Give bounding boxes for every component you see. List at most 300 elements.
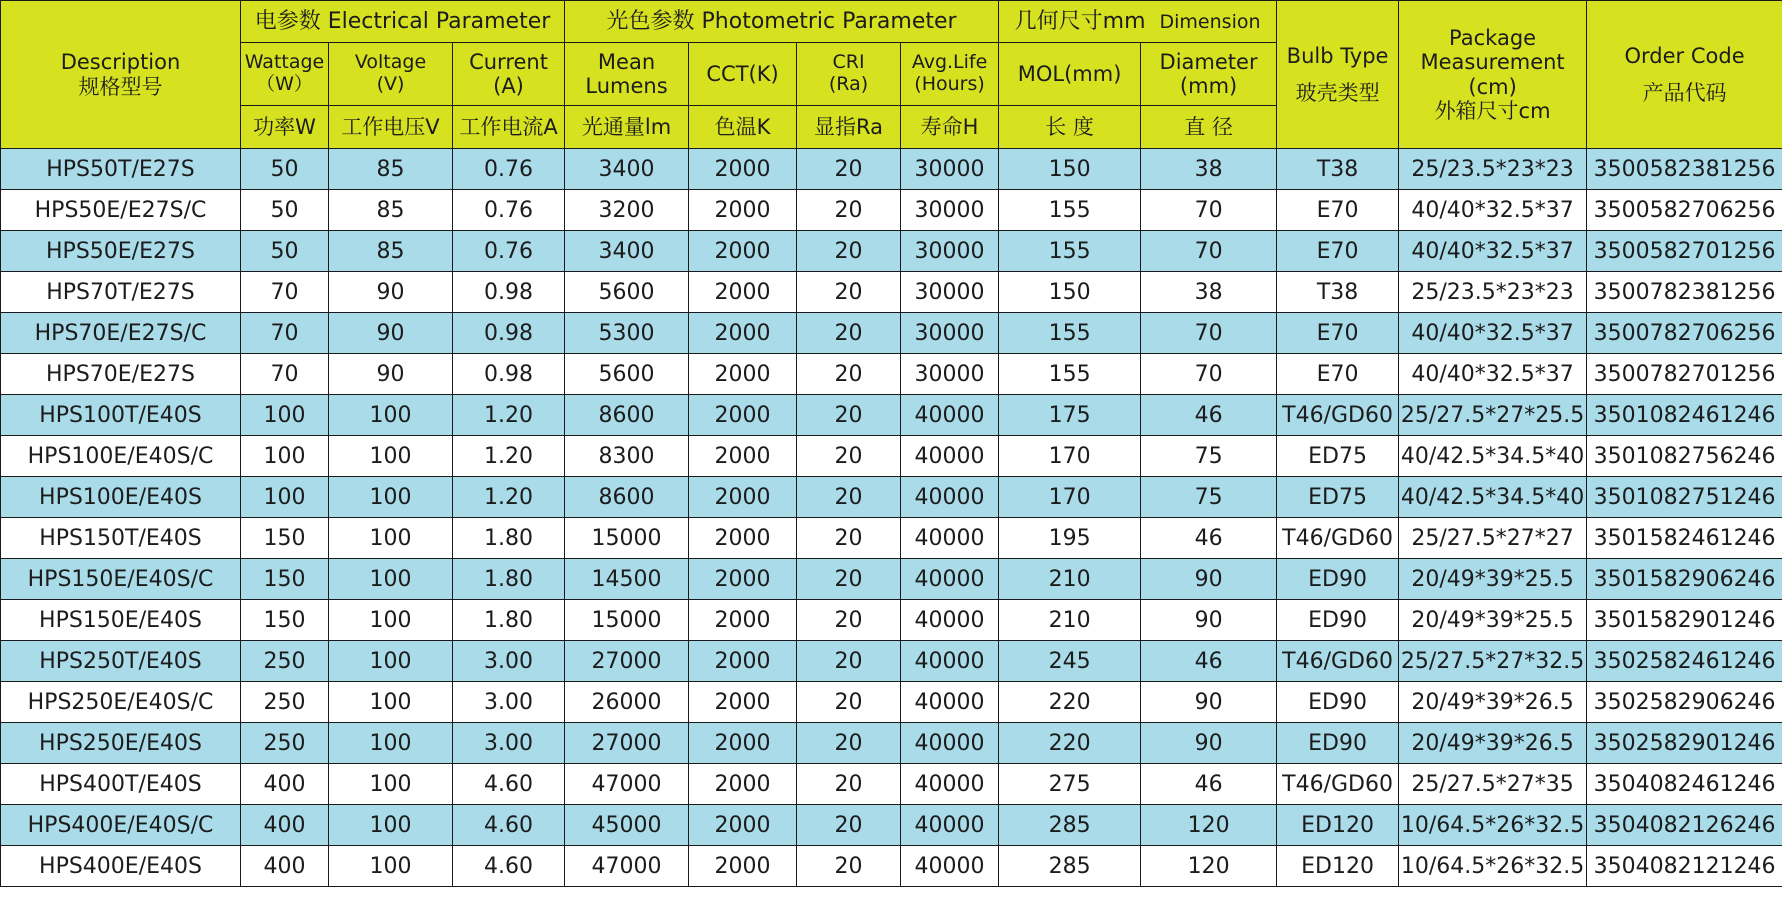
order-code-cell: 3504082121246 — [1587, 846, 1782, 887]
cct-cell: 2000 — [689, 436, 797, 477]
mol-cell: 150 — [999, 272, 1141, 313]
cri-cell: 20 — [797, 600, 901, 641]
description-cell: HPS70E/E27S/C — [1, 313, 241, 354]
package-cell: 40/40*32.5*37 — [1399, 313, 1587, 354]
lumens-cell: 26000 — [565, 682, 689, 723]
cri-cell: 20 — [797, 805, 901, 846]
bulb-type-cell: ED75 — [1277, 436, 1399, 477]
table-row — [1, 149, 1782, 190]
description-cell: HPS150T/E40S — [1, 518, 241, 559]
mol-cell: 285 — [999, 805, 1141, 846]
cri-cell: 20 — [797, 231, 901, 272]
voltage-cell: 90 — [329, 272, 453, 313]
lumens-cell: 47000 — [565, 764, 689, 805]
cct-cell: 2000 — [689, 723, 797, 764]
current-header-unit: (A) — [493, 74, 524, 98]
diameter-cell: 46 — [1141, 764, 1277, 805]
description-cell: HPS150E/E40S — [1, 600, 241, 641]
lumens-header — [565, 43, 689, 106]
voltage-cell: 100 — [329, 559, 453, 600]
cri-cell: 20 — [797, 682, 901, 723]
bulb-type-header — [1277, 1, 1399, 149]
mol-cell: 155 — [999, 190, 1141, 231]
package-cell: 10/64.5*26*32.5 — [1399, 805, 1587, 846]
bulb-type-cell: ED120 — [1277, 805, 1399, 846]
order-code-header — [1587, 1, 1782, 149]
bulb-type-header-en: Bulb Type — [1286, 44, 1389, 69]
lumens-cell: 3400 — [565, 149, 689, 190]
table-row — [1, 272, 1782, 313]
voltage-cell: 85 — [329, 231, 453, 272]
cri-cell: 20 — [797, 518, 901, 559]
package-cell: 40/42.5*34.5*40 — [1399, 477, 1587, 518]
wattage-cell: 100 — [241, 395, 329, 436]
life-cell: 40000 — [901, 477, 999, 518]
current-cn-header: 工作电流A — [453, 106, 565, 149]
description-cell: HPS250T/E40S — [1, 641, 241, 682]
life-cell: 40000 — [901, 682, 999, 723]
voltage-cell: 90 — [329, 313, 453, 354]
wattage-cn-header: 功率W — [241, 106, 329, 149]
mol-header — [999, 43, 1141, 106]
description-cell: HPS400T/E40S — [1, 764, 241, 805]
cri-cell: 20 — [797, 149, 901, 190]
cri-cell: 20 — [797, 641, 901, 682]
package-cell: 20/49*39*25.5 — [1399, 559, 1587, 600]
diameter-cell: 46 — [1141, 518, 1277, 559]
cct-cell: 2000 — [689, 231, 797, 272]
voltage-cell: 100 — [329, 518, 453, 559]
life-cell: 40000 — [901, 600, 999, 641]
description-cell: HPS250E/E40S/C — [1, 682, 241, 723]
life-cell: 40000 — [901, 764, 999, 805]
lumens-cell: 14500 — [565, 559, 689, 600]
current-cell: 3.00 — [453, 723, 565, 764]
description-cell: HPS100E/E40S/C — [1, 436, 241, 477]
cri-cell: 20 — [797, 764, 901, 805]
package-cell: 25/27.5*27*35 — [1399, 764, 1587, 805]
wattage-cell: 250 — [241, 641, 329, 682]
life-header-label: Avg.Life — [911, 51, 988, 74]
voltage-cell: 100 — [329, 764, 453, 805]
diameter-cell: 75 — [1141, 436, 1277, 477]
diameter-cell: 38 — [1141, 149, 1277, 190]
lumens-cn-header: 光通量lm — [565, 106, 689, 149]
diameter-header — [1141, 43, 1277, 106]
life-cell: 40000 — [901, 641, 999, 682]
current-cell: 4.60 — [453, 846, 565, 887]
bulb-type-cell: E70 — [1277, 313, 1399, 354]
mol-cell: 245 — [999, 641, 1141, 682]
cct-cell: 2000 — [689, 395, 797, 436]
current-cell: 0.76 — [453, 231, 565, 272]
bulb-type-cell: T38 — [1277, 272, 1399, 313]
cri-cn-header: 显指Ra — [797, 106, 901, 149]
voltage-cell: 100 — [329, 641, 453, 682]
order-code-cell: 3500782381256 — [1587, 272, 1782, 313]
lumens-header-line2: Lumens — [585, 74, 668, 98]
order-code-cell: 3500582701256 — [1587, 231, 1782, 272]
package-cell: 25/23.5*23*23 — [1399, 272, 1587, 313]
cri-cell: 20 — [797, 477, 901, 518]
lumens-cell: 5300 — [565, 313, 689, 354]
order-code-cell: 3501582906246 — [1587, 559, 1782, 600]
bulb-type-cell: ED120 — [1277, 846, 1399, 887]
package-cell: 40/40*32.5*37 — [1399, 190, 1587, 231]
cct-cell: 2000 — [689, 559, 797, 600]
bulb-type-cell: T38 — [1277, 149, 1399, 190]
diameter-cell: 46 — [1141, 641, 1277, 682]
table-row — [1, 846, 1782, 887]
current-cell: 4.60 — [453, 764, 565, 805]
wattage-cell: 400 — [241, 846, 329, 887]
mol-cell: 220 — [999, 723, 1141, 764]
mol-cell: 170 — [999, 436, 1141, 477]
mol-cell: 155 — [999, 354, 1141, 395]
order-code-header-cn: 产品代码 — [1642, 80, 1727, 105]
lumens-cell: 5600 — [565, 354, 689, 395]
cri-header — [797, 43, 901, 106]
order-code-cell: 3500782706256 — [1587, 313, 1782, 354]
package-cell: 25/27.5*27*32.5 — [1399, 641, 1587, 682]
diameter-cell: 90 — [1141, 682, 1277, 723]
life-cell: 40000 — [901, 436, 999, 477]
cri-cell: 20 — [797, 272, 901, 313]
current-cell: 0.98 — [453, 272, 565, 313]
cri-cell: 20 — [797, 559, 901, 600]
voltage-cell: 85 — [329, 190, 453, 231]
current-cell: 4.60 — [453, 805, 565, 846]
electrical-group-header: 电参数 Electrical Parameter — [241, 1, 565, 43]
lumens-cell: 27000 — [565, 641, 689, 682]
voltage-cell: 100 — [329, 477, 453, 518]
diameter-cell: 46 — [1141, 395, 1277, 436]
lumens-cell: 3200 — [565, 190, 689, 231]
description-header — [1, 1, 241, 149]
description-cell: HPS50T/E27S — [1, 149, 241, 190]
table-row — [1, 354, 1782, 395]
mol-cell: 155 — [999, 231, 1141, 272]
lumens-cell: 47000 — [565, 846, 689, 887]
voltage-cell: 100 — [329, 805, 453, 846]
bulb-type-cell: T46/GD60 — [1277, 518, 1399, 559]
life-cell: 30000 — [901, 313, 999, 354]
current-cell: 3.00 — [453, 641, 565, 682]
table-row — [1, 682, 1782, 723]
table-row — [1, 190, 1782, 231]
voltage-cell: 85 — [329, 149, 453, 190]
cct-cell: 2000 — [689, 846, 797, 887]
order-code-cell: 3501582461246 — [1587, 518, 1782, 559]
life-cell: 30000 — [901, 149, 999, 190]
description-cell: HPS70T/E27S — [1, 272, 241, 313]
mol-cell: 210 — [999, 600, 1141, 641]
life-cell: 40000 — [901, 559, 999, 600]
cri-cell: 20 — [797, 395, 901, 436]
table-row — [1, 313, 1782, 354]
order-code-cell: 3504082461246 — [1587, 764, 1782, 805]
diameter-cell: 75 — [1141, 477, 1277, 518]
current-cell: 0.76 — [453, 190, 565, 231]
life-cell: 40000 — [901, 395, 999, 436]
voltage-cn-header: 工作电压V — [329, 106, 453, 149]
current-cell: 1.80 — [453, 600, 565, 641]
current-cell: 0.76 — [453, 149, 565, 190]
mol-cell: 195 — [999, 518, 1141, 559]
life-cn-header: 寿命H — [901, 106, 999, 149]
wattage-header-unit: （W） — [256, 73, 313, 95]
diameter-cell: 70 — [1141, 190, 1277, 231]
description-header-en: Description — [60, 50, 181, 75]
dimension-header-en: Dimension — [1159, 10, 1261, 33]
voltage-cell: 100 — [329, 436, 453, 477]
wattage-header-label: Wattage — [244, 51, 325, 74]
description-cell: HPS70E/E27S — [1, 354, 241, 395]
cct-cell: 2000 — [689, 641, 797, 682]
cri-cell: 20 — [797, 313, 901, 354]
wattage-cell: 250 — [241, 723, 329, 764]
mol-cell: 210 — [999, 559, 1141, 600]
life-cell: 30000 — [901, 231, 999, 272]
order-code-cell: 3502582906246 — [1587, 682, 1782, 723]
diameter-cell: 120 — [1141, 846, 1277, 887]
mol-header-label: MOL(mm) — [1017, 61, 1122, 86]
cri-cell: 20 — [797, 846, 901, 887]
order-code-cell: 3500782701256 — [1587, 354, 1782, 395]
life-cell: 40000 — [901, 518, 999, 559]
order-code-cell: 3501082751246 — [1587, 477, 1782, 518]
current-cell: 0.98 — [453, 354, 565, 395]
table-row — [1, 723, 1782, 764]
bulb-type-header-cn: 玻壳类型 — [1295, 80, 1380, 105]
package-cell: 20/49*39*25.5 — [1399, 600, 1587, 641]
mol-cell: 285 — [999, 846, 1141, 887]
wattage-cell: 50 — [241, 149, 329, 190]
description-cell: HPS50E/E27S — [1, 231, 241, 272]
table-row — [1, 436, 1782, 477]
wattage-cell: 150 — [241, 559, 329, 600]
wattage-cell: 400 — [241, 805, 329, 846]
cct-header — [689, 43, 797, 106]
cri-header-unit: (Ra) — [828, 73, 869, 95]
bulb-type-cell: T46/GD60 — [1277, 764, 1399, 805]
cct-cell: 2000 — [689, 764, 797, 805]
wattage-cell: 70 — [241, 272, 329, 313]
package-cell: 10/64.5*26*32.5 — [1399, 846, 1587, 887]
table-row — [1, 395, 1782, 436]
order-code-cell: 3502582461246 — [1587, 641, 1782, 682]
wattage-cell: 150 — [241, 600, 329, 641]
life-cell: 30000 — [901, 272, 999, 313]
lumens-cell: 8300 — [565, 436, 689, 477]
cct-cell: 2000 — [689, 477, 797, 518]
diameter-cn-header: 直 径 — [1141, 106, 1277, 149]
mol-cell: 175 — [999, 395, 1141, 436]
order-code-cell: 3501582901246 — [1587, 600, 1782, 641]
cct-cell: 2000 — [689, 518, 797, 559]
package-cell: 25/27.5*27*27 — [1399, 518, 1587, 559]
life-cell: 30000 — [901, 354, 999, 395]
diameter-cell: 70 — [1141, 231, 1277, 272]
package-cell: 25/27.5*27*25.5 — [1399, 395, 1587, 436]
package-cell: 20/49*39*26.5 — [1399, 682, 1587, 723]
current-cell: 1.20 — [453, 477, 565, 518]
bulb-type-cell: T46/GD60 — [1277, 395, 1399, 436]
lumens-cell: 5600 — [565, 272, 689, 313]
package-header-line3: (cm) — [1468, 74, 1517, 99]
mol-cell: 275 — [999, 764, 1141, 805]
package-cell: 40/42.5*34.5*40 — [1399, 436, 1587, 477]
current-cell: 1.80 — [453, 518, 565, 559]
current-header — [453, 43, 565, 106]
wattage-cell: 100 — [241, 436, 329, 477]
description-cell: HPS100E/E40S — [1, 477, 241, 518]
cct-cell: 2000 — [689, 354, 797, 395]
life-cell: 40000 — [901, 723, 999, 764]
bulb-type-cell: ED75 — [1277, 477, 1399, 518]
mol-cell: 220 — [999, 682, 1141, 723]
voltage-header-label: Voltage — [354, 51, 427, 74]
lumens-cell: 45000 — [565, 805, 689, 846]
package-cell: 40/40*32.5*37 — [1399, 231, 1587, 272]
cct-cell: 2000 — [689, 149, 797, 190]
cct-header-label: CCT(K) — [706, 61, 779, 86]
mol-cell: 170 — [999, 477, 1141, 518]
description-cell: HPS150E/E40S/C — [1, 559, 241, 600]
length-cn-header: 长 度 — [999, 106, 1141, 149]
package-cell: 40/40*32.5*37 — [1399, 354, 1587, 395]
lumens-cell: 8600 — [565, 395, 689, 436]
lumens-cell: 15000 — [565, 518, 689, 559]
diameter-cell: 70 — [1141, 354, 1277, 395]
bulb-type-cell: ED90 — [1277, 682, 1399, 723]
table-row — [1, 641, 1782, 682]
order-code-cell: 3501082756246 — [1587, 436, 1782, 477]
lumens-header-line1: Mean — [597, 49, 656, 74]
wattage-cell: 100 — [241, 477, 329, 518]
cri-cell: 20 — [797, 190, 901, 231]
wattage-cell: 150 — [241, 518, 329, 559]
cct-cell: 2000 — [689, 682, 797, 723]
bulb-type-cell: ED90 — [1277, 559, 1399, 600]
wattage-cell: 50 — [241, 231, 329, 272]
current-header-label: Current — [469, 49, 548, 74]
order-code-cell: 3500582381256 — [1587, 149, 1782, 190]
cri-header-label: CRI — [832, 51, 865, 74]
voltage-header — [329, 43, 453, 106]
package-header-line1: Package — [1449, 26, 1537, 51]
package-header-line2: Measurement — [1420, 50, 1565, 75]
description-cell: HPS400E/E40S/C — [1, 805, 241, 846]
diameter-cell: 38 — [1141, 272, 1277, 313]
current-cell: 1.20 — [453, 395, 565, 436]
wattage-cell: 50 — [241, 190, 329, 231]
table-row — [1, 559, 1782, 600]
voltage-cell: 100 — [329, 395, 453, 436]
life-cell: 40000 — [901, 846, 999, 887]
lumens-cell: 3400 — [565, 231, 689, 272]
diameter-cell: 70 — [1141, 313, 1277, 354]
wattage-cell: 70 — [241, 354, 329, 395]
cct-cell: 2000 — [689, 600, 797, 641]
table-row — [1, 518, 1782, 559]
diameter-cell: 120 — [1141, 805, 1277, 846]
cri-cell: 20 — [797, 354, 901, 395]
order-code-header-en: Order Code — [1624, 44, 1745, 69]
current-cell: 1.80 — [453, 559, 565, 600]
order-code-cell: 3502582901246 — [1587, 723, 1782, 764]
cri-cell: 20 — [797, 723, 901, 764]
voltage-cell: 100 — [329, 600, 453, 641]
life-header — [901, 43, 999, 106]
description-header-cn: 规格型号 — [78, 74, 163, 99]
cct-cn-header: 色温K — [689, 106, 797, 149]
dimension-group-header — [999, 1, 1277, 43]
description-cell: HPS400E/E40S — [1, 846, 241, 887]
description-cell: HPS250E/E40S — [1, 723, 241, 764]
table-row — [1, 477, 1782, 518]
diameter-cell: 90 — [1141, 723, 1277, 764]
wattage-cell: 400 — [241, 764, 329, 805]
table-row — [1, 764, 1782, 805]
wattage-cell: 250 — [241, 682, 329, 723]
table-body — [1, 149, 1782, 887]
voltage-cell: 100 — [329, 682, 453, 723]
cct-cell: 2000 — [689, 805, 797, 846]
diameter-header-label: Diameter — [1159, 49, 1258, 74]
mol-cell: 155 — [999, 313, 1141, 354]
wattage-cell: 70 — [241, 313, 329, 354]
current-cell: 0.98 — [453, 313, 565, 354]
bulb-type-cell: T46/GD60 — [1277, 641, 1399, 682]
mol-cell: 150 — [999, 149, 1141, 190]
life-cell: 30000 — [901, 190, 999, 231]
voltage-cell: 90 — [329, 354, 453, 395]
current-cell: 3.00 — [453, 682, 565, 723]
table-row — [1, 600, 1782, 641]
lumens-cell: 15000 — [565, 600, 689, 641]
bulb-type-cell: E70 — [1277, 190, 1399, 231]
cct-cell: 2000 — [689, 190, 797, 231]
diameter-header-unit: (mm) — [1179, 74, 1238, 98]
life-header-unit: (Hours) — [914, 73, 985, 95]
description-cell: HPS100T/E40S — [1, 395, 241, 436]
package-cell: 25/23.5*23*23 — [1399, 149, 1587, 190]
voltage-header-unit: (V) — [376, 73, 405, 95]
lumens-cell: 27000 — [565, 723, 689, 764]
diameter-cell: 90 — [1141, 559, 1277, 600]
order-code-cell: 3500582706256 — [1587, 190, 1782, 231]
photometric-group-header: 光色参数 Photometric Parameter — [565, 1, 999, 43]
order-code-cell: 3501082461246 — [1587, 395, 1782, 436]
order-code-cell: 3504082126246 — [1587, 805, 1782, 846]
cri-cell: 20 — [797, 436, 901, 477]
cct-cell: 2000 — [689, 313, 797, 354]
package-header-cn: 外箱尺寸cm — [1434, 98, 1551, 123]
wattage-header — [241, 43, 329, 106]
package-cell: 20/49*39*26.5 — [1399, 723, 1587, 764]
diameter-cell: 90 — [1141, 600, 1277, 641]
table-row — [1, 231, 1782, 272]
voltage-cell: 100 — [329, 846, 453, 887]
table-row — [1, 805, 1782, 846]
bulb-type-cell: ED90 — [1277, 600, 1399, 641]
lumens-cell: 8600 — [565, 477, 689, 518]
package-header — [1399, 1, 1587, 149]
voltage-cell: 100 — [329, 723, 453, 764]
life-cell: 40000 — [901, 805, 999, 846]
bulb-type-cell: E70 — [1277, 354, 1399, 395]
